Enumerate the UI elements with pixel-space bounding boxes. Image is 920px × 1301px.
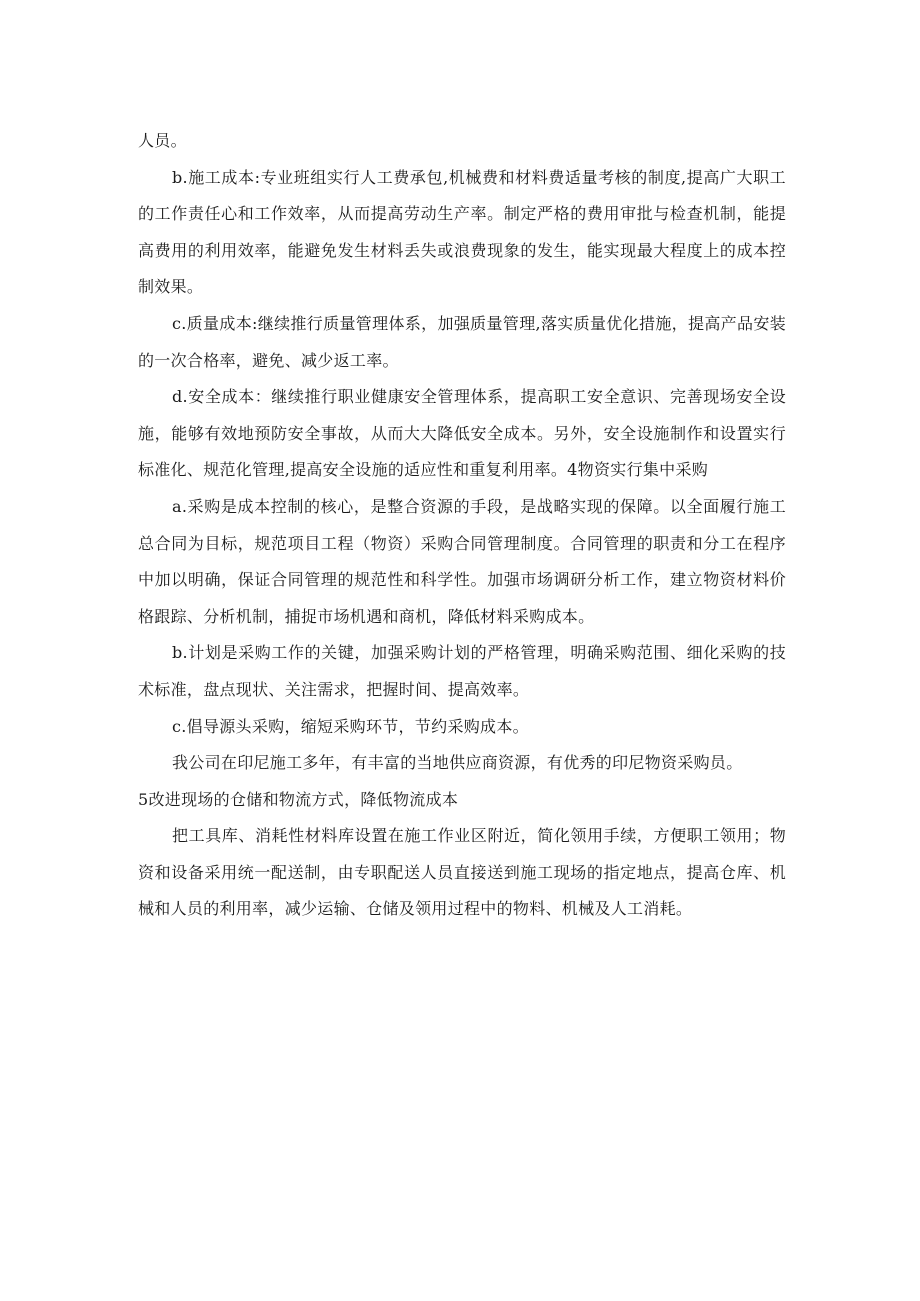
document-body	[138, 123, 786, 928]
paragraph-company-experience: 我公司在印尼施工多年，有丰富的当地供应商资源，有优秀的印尼物资采购员。	[172, 753, 743, 773]
paragraph-quality-cost: c.质量成本:继续推行质量管理体系，加强质量管理,落实质量优化措施，提高产品安装的一次合格率，避免、减少返工率。	[138, 313, 786, 370]
paragraph-source-procurement: c.倡导源头采购，缩短采购环节，节约采购成本。	[172, 716, 529, 736]
paragraph-continuation: 人员。	[138, 131, 187, 150]
section-heading-logistics: 5改进现场的仓储和物流方式，降低物流成本	[138, 789, 459, 809]
paragraph-procurement-core: a.采购是成本控制的核心，是整合资源的手段，是战略实现的保障。以全面履行施工总合同为目标，规范项目工程（物资）采购合同管理制度。合同管理的职责和分工在程序中加以明确，保证合同管理的规范性和科学性。加强市场调研分析工作，建立物资材料价格跟踪、分析机制，捕捉市场机遇和商机，降低材料采购成本。	[138, 496, 786, 626]
paragraph-construction-cost: b.施工成本:专业班组实行人工费承包,机械费和材料费适量考核的制度,提高广大职工的工作责任心和工作效率，从而提高劳动生产率。制定严格的费用审批与检查机制，能提高费用的利用效率，能避免发生材料丢失或浪费现象的发生，能实现最大程度上的成本控制效果。	[138, 167, 786, 297]
paragraph-warehouse-logistics: 把工具库、消耗性材料库设置在施工作业区附近，简化领用手续，方便职工领用；物资和设备采用统一配送制，由专职配送人员直接送到施工现场的指定地点，提高仓库、机械和人员的利用率，减少运输、仓储及领用过程中的物料、机械及人工消耗。	[138, 826, 786, 919]
paragraph-procurement-plan: b.计划是采购工作的关键，加强采购计划的严格管理，明确采购范围、细化采购的技术标准，盘点现状、关注需求，把握时间、提高效率。	[138, 643, 786, 699]
paragraph-safety-cost: d.安全成本：继续推行职业健康安全管理体系，提高职工安全意识、完善现场安全设施，能够有效地预防安全事故，从而大大降低安全成本。另外，安全设施制作和设置实行标准化、规范化管理,提高安全设施的适应性和重复利用率。4物资实行集中采购	[138, 387, 786, 480]
